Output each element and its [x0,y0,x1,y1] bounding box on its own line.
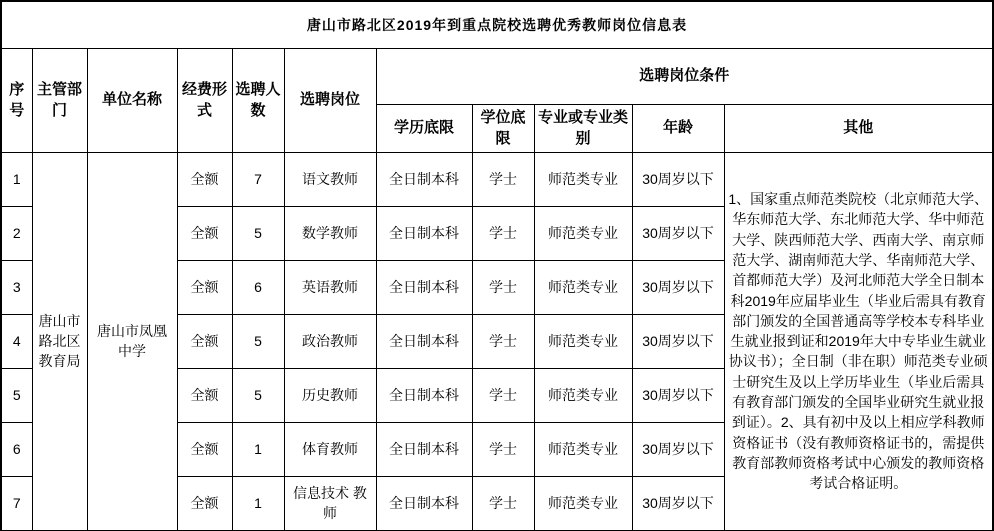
cell-seq: 3 [1,261,32,315]
cell-funding-type: 全额 [177,261,232,315]
cell-age: 30周岁以下 [632,423,724,477]
cell-seq: 7 [1,477,32,531]
cell-age: 30周岁以下 [632,477,724,531]
cell-min-education: 全日制本科 [376,261,472,315]
cell-position: 英语教师 [284,261,376,315]
col-header-min-education: 学历底限 [376,104,472,153]
cell-funding-type: 全额 [177,153,232,207]
cell-position: 体育教师 [284,423,376,477]
col-header-other: 其他 [724,104,993,153]
cell-other-requirements-merged: 1、国家重点师范类院校（北京师范大学、华东师范大学、东北师范大学、华中师范大学、陕西师范大学、西南大学、南京师范大学、湖南师范大学、华南师范大学、首都师范大学）及河北师范大学全日制本科2019年应届毕业生（毕业后需具有教育部门颁发的全国普通高等学校本专科毕业生就业报到证和2019年大中专毕业生就业协议书）；全日制（非在职）师范类专业硕士研究生及以上学历毕业生（毕业后需具有教育部门颁发的全国毕业研究生就业报到证）。2、具有初中及以上相应学科教师资格证书（没有教师资格证书的，需提供教育部教师资格考试中心颁发的教师资格考试合格证明。 [724,153,993,531]
cell-min-degree: 学士 [472,261,534,315]
page-title: 唐山市路北区2019年到重点院校选聘优秀教师岗位信息表 [1,1,993,48]
cell-age: 30周岁以下 [632,207,724,261]
cell-funding-type: 全额 [177,207,232,261]
cell-min-degree: 学士 [472,477,534,531]
cell-major-category: 师范类专业 [534,477,632,531]
col-header-seq: 序号 [1,48,32,153]
cell-min-degree: 学士 [472,423,534,477]
cell-hire-count: 7 [232,153,284,207]
col-header-department: 主管部门 [32,48,87,153]
cell-major-category: 师范类专业 [534,261,632,315]
col-header-conditions-group: 选聘岗位条件 [376,48,993,104]
cell-min-education: 全日制本科 [376,423,472,477]
cell-hire-count: 1 [232,423,284,477]
cell-position: 历史教师 [284,369,376,423]
col-header-major-category: 专业或专业类别 [534,104,632,153]
cell-min-education: 全日制本科 [376,315,472,369]
cell-position: 信息技术 教师 [284,477,376,531]
cell-department-merged: 唐山市路北区教育局 [32,153,87,531]
cell-age: 30周岁以下 [632,369,724,423]
col-header-age: 年龄 [632,104,724,153]
cell-seq: 1 [1,153,32,207]
cell-min-education: 全日制本科 [376,369,472,423]
cell-seq: 6 [1,423,32,477]
cell-seq: 5 [1,369,32,423]
cell-min-degree: 学士 [472,369,534,423]
cell-min-degree: 学士 [472,207,534,261]
col-header-min-degree: 学位底限 [472,104,534,153]
cell-major-category: 师范类专业 [534,315,632,369]
cell-min-degree: 学士 [472,315,534,369]
col-header-unit: 单位名称 [87,48,177,153]
header-row-top [1,48,993,104]
cell-major-category: 师范类专业 [534,207,632,261]
cell-position: 政治教师 [284,315,376,369]
cell-hire-count: 5 [232,207,284,261]
cell-hire-count: 5 [232,369,284,423]
cell-funding-type: 全额 [177,477,232,531]
cell-unit-merged: 唐山市凤凰中学 [87,153,177,531]
cell-position: 数学教师 [284,207,376,261]
cell-funding-type: 全额 [177,315,232,369]
cell-age: 30周岁以下 [632,261,724,315]
cell-seq: 4 [1,315,32,369]
cell-min-education: 全日制本科 [376,153,472,207]
cell-hire-count: 6 [232,261,284,315]
cell-major-category: 师范类专业 [534,153,632,207]
cell-seq: 2 [1,207,32,261]
title-row [1,1,993,48]
cell-major-category: 师范类专业 [534,423,632,477]
cell-age: 30周岁以下 [632,153,724,207]
col-header-hire-count: 选聘人数 [232,48,284,153]
cell-hire-count: 1 [232,477,284,531]
cell-min-degree: 学士 [472,153,534,207]
cell-hire-count: 5 [232,315,284,369]
cell-min-education: 全日制本科 [376,477,472,531]
cell-funding-type: 全额 [177,423,232,477]
cell-funding-type: 全额 [177,369,232,423]
cell-position: 语文教师 [284,153,376,207]
cell-major-category: 师范类专业 [534,369,632,423]
cell-min-education: 全日制本科 [376,207,472,261]
col-header-position: 选聘岗位 [284,48,376,153]
table-row [1,153,993,207]
col-header-funding-type: 经费形式 [177,48,232,153]
cell-age: 30周岁以下 [632,315,724,369]
